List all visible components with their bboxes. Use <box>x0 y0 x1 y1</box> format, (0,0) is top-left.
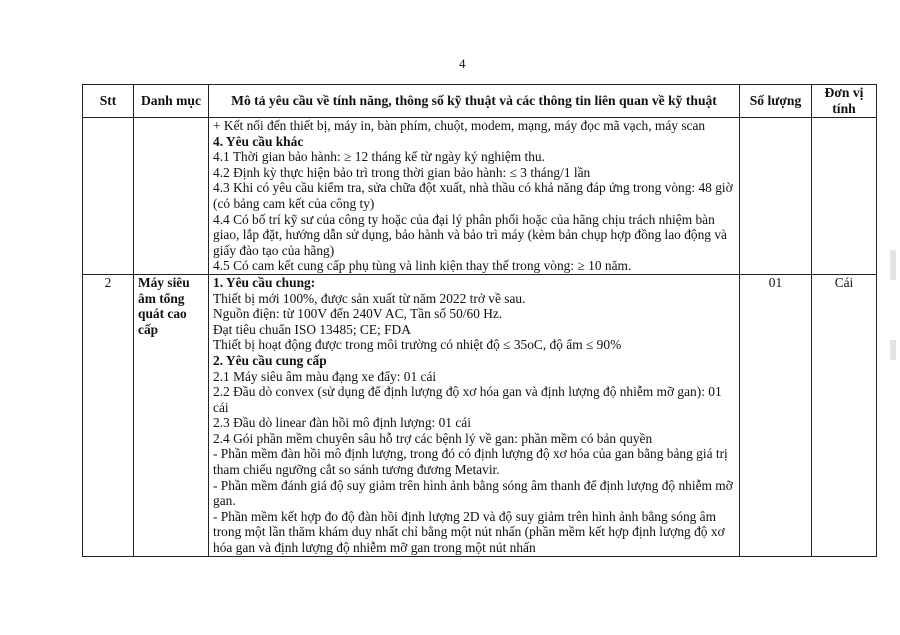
header-category: Danh mục <box>134 85 209 118</box>
header-description: Mô tả yêu cầu về tính năng, thông số kỹ thuật và các thông tin liên quan về kỹ thuật <box>209 85 740 118</box>
row2-line: 1. Yêu cầu chung: <box>213 274 316 290</box>
row2-line: - Phần mềm kết hợp đo độ đàn hồi định lượng 2D và độ suy giảm trên hình ảnh bằng sóng âm trong một lần thăm khám duy nhất chỉ bằng một nút nhấn (phần mềm kết hợp định lượng độ xơ hóa gan và định lượng độ nhiễm mỡ gan trong một nút nhấn <box>213 508 725 556</box>
row2-line: - Phần mềm đàn hồi mô định lượng, trong đó có định lượng độ xơ hóa của gan bằng bảng giá trị tham chiếu ngưỡng cắt so sánh tương đương Metavir. <box>213 446 728 478</box>
row2-line: 2. Yêu cầu cung cấp <box>213 352 327 368</box>
header-unit: Đơn vị tính <box>812 85 877 118</box>
row1-stt-cell <box>83 118 134 275</box>
row2-line: Thiết bị hoạt động được trong môi trường có nhiệt độ ≤ 35oC, độ ẩm ≤ 90% <box>213 337 622 353</box>
row1-unit-cell <box>812 118 877 275</box>
row1-category-cell <box>134 118 209 275</box>
header-quantity: Số lượng <box>740 85 812 118</box>
row2-line: 2.4 Gói phần mềm chuyên sâu hỗ trợ các bệnh lý về gan: phần mềm có bản quyền <box>213 430 653 446</box>
row1-line: + Kết nối đến thiết bị, máy in, bàn phím, chuột, modem, mạng, máy đọc mã vạch, máy scan <box>213 118 706 133</box>
row2-line: Thiết bị mới 100%, được sản xuất từ năm 2022 trở về sau. <box>213 290 526 306</box>
row1-line: 4. Yêu cầu khác <box>213 133 304 149</box>
row1-quantity-cell <box>740 118 812 275</box>
row1-description-cell <box>209 118 740 275</box>
row2-description-cell <box>209 274 740 556</box>
row2-stt: 2 <box>83 274 134 556</box>
table-header-row <box>83 85 877 118</box>
row2-line: Nguồn điện: từ 100V đến 240V AC, Tần số 50/60 Hz. <box>213 306 503 322</box>
row2-unit: Cái <box>812 274 877 556</box>
row1-line: 4.3 Khi có yêu cầu kiểm tra, sửa chữa đột xuất, nhà thầu có khả năng đáp ứng trong vòng: 48 giờ (có bảng cam kết của công ty) <box>213 180 733 211</box>
row2-category: Máy siêu âm tổng quát cao cấp <box>134 274 209 556</box>
scan-artifact <box>890 340 896 360</box>
header-stt: Stt <box>83 85 134 118</box>
row2-quantity: 01 <box>740 274 812 556</box>
row1-line: 4.2 Định kỳ thực hiện bảo trì trong thời gian bảo hành: ≤ 3 tháng/1 lần <box>213 164 591 180</box>
row2-line: 2.1 Máy siêu âm màu đạng xe đẩy: 01 cái <box>213 368 437 384</box>
row1-line: 4.4 Có bố trí kỹ sư của công ty hoặc của đại lý phân phối hoặc của hãng chịu trách nhiệm bàn giao, lắp đặt, hướng dẫn sử dụng, bảo hành và bảo trì máy (kèm bản chụp hợp đồng lao động và giấy đào tạo của hãng) <box>213 211 727 258</box>
page-number: 4 <box>459 56 466 71</box>
table-row <box>83 274 877 556</box>
scan-artifact <box>890 250 896 280</box>
row2-line: - Phần mềm đánh giá độ suy giảm trên hình ảnh bằng sóng âm thanh để định lượng độ nhiễm mỡ gan. <box>213 477 733 509</box>
row2-line: 2.2 Đầu dò convex (sử dụng để định lượng độ xơ hóa gan và định lượng độ nhiễm mỡ gan): 01 cái <box>213 384 722 415</box>
specification-table <box>82 84 877 557</box>
row1-line: 4.5 Có cam kết cung cấp phụ tùng và linh kiện thay thế trong vòng: ≥ 10 năm. <box>213 258 632 274</box>
row2-line: Đạt tiêu chuẩn ISO 13485; CE; FDA <box>213 321 411 337</box>
row1-line: 4.1 Thời gian bảo hành: ≥ 12 tháng kể từ ngày ký nghiệm thu. <box>213 149 545 165</box>
row2-line: 2.3 Đầu dò linear đàn hồi mô định lượng: 01 cái <box>213 415 471 431</box>
table-row <box>83 118 877 275</box>
